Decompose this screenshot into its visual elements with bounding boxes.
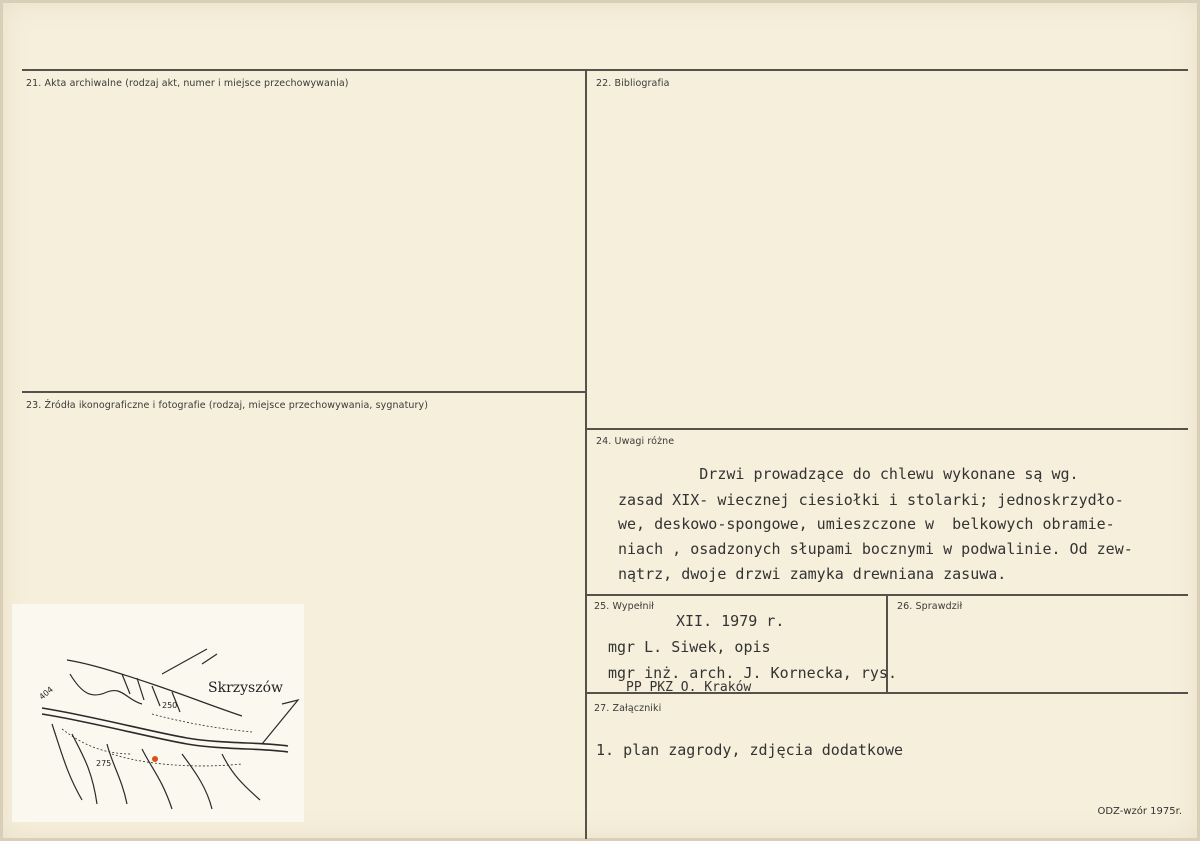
filled-person-2: mgr inż. arch. J. Kornecka, rys. (608, 664, 897, 682)
map-elevation-2: 275 (96, 759, 112, 768)
filled-date: XII. 1979 r. (676, 612, 785, 630)
rule-22-24 (586, 428, 1188, 430)
location-map-drawing (12, 604, 304, 822)
center-divider (585, 69, 587, 839)
field-26-label: 26. Sprawdził (897, 601, 963, 612)
remarks-line-1: Drzwi prowadzące do chlewu wykonane są wg. (618, 465, 1079, 483)
field-22-label: 22. Bibliografia (596, 78, 670, 89)
location-map (12, 604, 304, 822)
map-elevation-3: 404 (37, 684, 55, 702)
field-25-label: 25. Wypełnił (594, 601, 655, 612)
attachments-text: 1. plan zagrody, zdjęcia dodatkowe (596, 741, 904, 759)
remarks-line-5: nątrz, dwoje drzwi zamyka drewniana zasuwa. (618, 565, 1007, 583)
map-elevation-1: 250 (162, 701, 178, 710)
remarks-line-4: niach , osadzonych słupami bocznymi w podwalinie. Od zew- (618, 540, 1133, 558)
remarks-line-2: zasad XIX- wiecznej ciesiołki i stolarki; jednoskrzydło- (618, 491, 1124, 509)
location-marker (152, 756, 158, 762)
field-27-label: 27. Załączniki (594, 703, 662, 714)
remarks-line-3: we, deskowo-spongowe, umieszczone w belkowych obramie- (618, 515, 1115, 533)
field-24-label: 24. Uwagi różne (596, 436, 675, 447)
field-23-label: 23. Źródła ikonograficzne i fotografie (rodzaj, miejsce przechowywania, sygnatury) (26, 400, 429, 411)
rule-21-23 (22, 391, 586, 393)
filled-person-1: mgr L. Siwek, opis (608, 638, 771, 656)
map-place-name: Skrzyszów (208, 680, 284, 696)
top-rule (22, 69, 1188, 71)
form-template-code: ODZ-wzór 1975r. (1097, 806, 1182, 817)
field-21-label: 21. Akta archiwalne (rodzaj akt, numer i miejsce przechowywania) (26, 78, 349, 89)
filled-institution-stamp: PP PKZ O. Kraków (626, 680, 752, 695)
